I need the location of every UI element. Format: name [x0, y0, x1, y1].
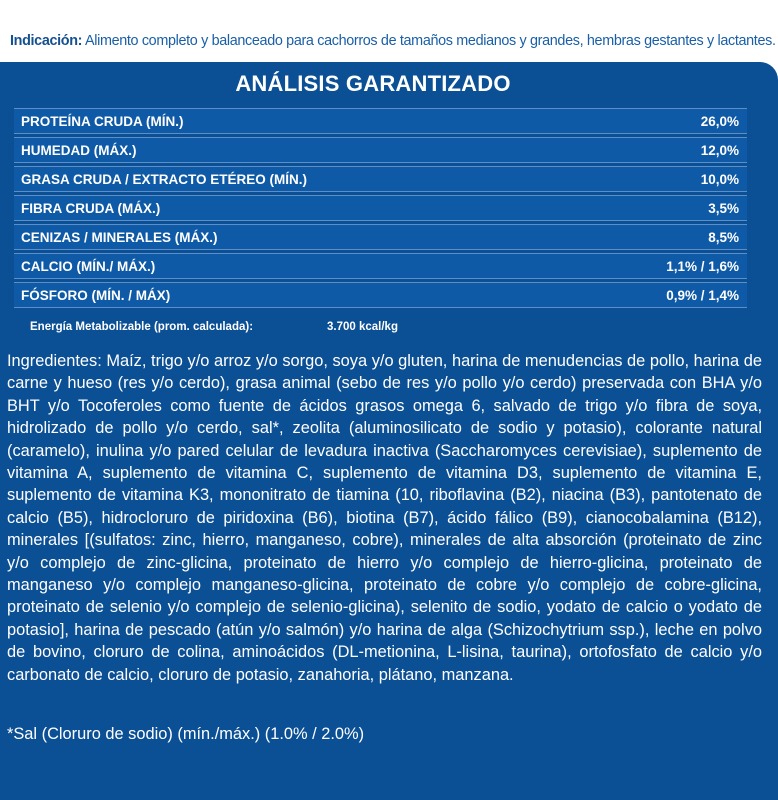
row-value: 12,0%: [700, 142, 739, 158]
row-value: 3,5%: [708, 200, 739, 216]
energy-line: [30, 321, 398, 333]
row-label: GRASA CRUDA / EXTRACTO ETÉREO (MÍN.): [21, 171, 308, 187]
table-row: [14, 224, 747, 250]
table-row: [14, 282, 747, 308]
energy-value: 3.700 kcal/kg: [327, 321, 398, 333]
row-label: FÓSFORO (MÍN. / MÁX): [21, 287, 171, 303]
row-label: CALCIO (MÍN./ MÁX.): [21, 258, 156, 274]
row-value: 10,0%: [700, 171, 739, 187]
row-label: HUMEDAD (MÁX.): [21, 142, 137, 158]
indication-label: Indicación:: [10, 33, 83, 49]
row-label: PROTEÍNA CRUDA (MÍN.): [21, 113, 184, 129]
row-value: 1,1% / 1,6%: [666, 258, 739, 274]
row-label: FIBRA CRUDA (MÁX.): [21, 200, 161, 216]
row-label: CENIZAS / MINERALES (MÁX.): [21, 229, 218, 245]
indication-text: Alimento completo y balanceado para cachorros de tamaños medianos y grandes, hembras gestantes y lactantes.: [84, 33, 776, 49]
row-value: 8,5%: [708, 229, 739, 245]
row-value: 0,9% / 1,4%: [666, 287, 739, 303]
table-row: [14, 195, 747, 221]
analysis-title: ANÁLISIS GARANTIZADO: [235, 71, 511, 96]
table-row: [14, 108, 747, 134]
ingredients-text: Ingredientes: Maíz, trigo y/o arroz y/o sorgo, soya y/o gluten, harina de menudencias de pollo, harina de carne y hueso (res y/o cerdo), grasa animal (sebo de res y/o pollo y/o cerdo) preservada con BHA y/o BHT y/o Tocoferoles como fuente de ácidos grasos omega 6, salvado de trigo y/o fibra de soya, hidrolizado de pollo y/o cerdo, sal*, zeolita (aluminosilicato de sodio y potasio), colorante natural (caramelo), inulina y/o pared celular de levadura inactiva (Saccharomyces cerevisiae), suplemento de vitamina A, suplemento de vitamina C, suplemento de vitamina D3, suplemento de vitamina E, suplemento de vitamina K3, mononitrato de tiamina (10, riboflavina (B2), niacina (B3), pantotenato de calcio (B5), hidrocloruro de piridoxina (B6), biotina (B7), ácido fálico (B9), cianocobalamina (B12), minerales [(sulfatos: zinc, hierro, manganeso, cobre), minerales de alta absorción (proteinato de zinc y/o complejo de zinc-glicina, proteinato de hierro y/o complejo de hierro-glicina, proteinato de manganeso y/o complejo manganeso-glicina, proteinato de cobre y/o complejo de cobre-glicina, proteinato de selenio y/o complejo de selenio-glicina), selenito de sodio, yodato de calcio o yodato de potasio], harina de pescado (atún y/o salmón) y/o harina de alga (Schizochytrium ssp.), leche en polvo de bovino, cloruro de colina, aminoácidos (DL-metionina, L-lisina, taurina), ortofosfato de calcio y/o carbonato de calcio, cloruro de potasio, zanahoria, plátano, manzana.: [7, 352, 762, 684]
table-row: [14, 253, 747, 279]
row-value: 26,0%: [700, 113, 739, 129]
salt-note: *Sal (Cloruro de sodio) (mín./máx.) (1.0% / 2.0%): [7, 725, 365, 743]
analysis-panel: [0, 62, 778, 800]
table-row: [14, 166, 747, 192]
energy-label: Energía Metabolizable (prom. calculada):: [30, 321, 254, 333]
analysis-table: [14, 108, 747, 311]
table-row: [14, 137, 747, 163]
indication-line: [10, 33, 776, 49]
